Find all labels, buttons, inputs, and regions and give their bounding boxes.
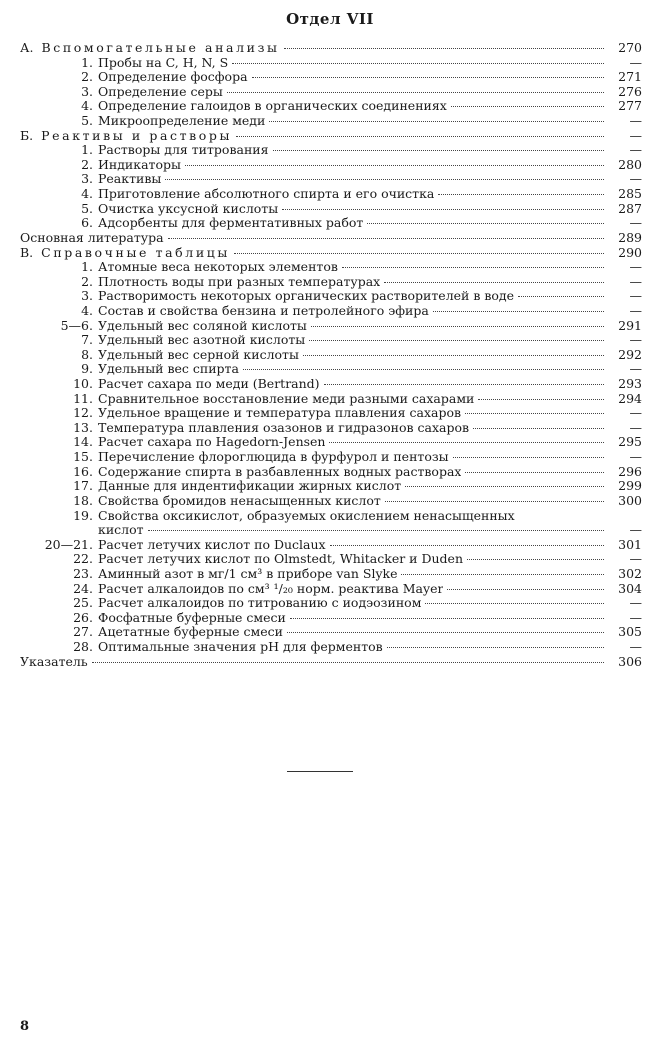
toc-entry (20, 523, 642, 538)
toc-page-number: 290 (618, 244, 642, 260)
toc-entry-number: 3. (81, 83, 93, 99)
toc-entry-title: Удельный вес азотной кислоты (98, 333, 306, 348)
toc-entry (20, 625, 642, 640)
dot-leader (518, 296, 604, 297)
toc-entry-number: 16. (73, 463, 93, 479)
toc-entry (20, 406, 642, 421)
toc-entry (20, 333, 642, 348)
toc-entry (20, 129, 642, 144)
toc-entry-number: 7. (81, 332, 93, 348)
toc-entry-title: Микроопределение меди (98, 114, 266, 129)
toc-entry (20, 231, 642, 246)
toc-page-number: 301 (618, 536, 642, 552)
toc-entry (20, 56, 642, 71)
toc-entry-number: 3. (81, 288, 93, 304)
toc-entry-number: 15. (73, 449, 93, 465)
dot-leader (453, 457, 604, 458)
dot-leader (273, 150, 605, 151)
toc-entry (20, 289, 642, 304)
toc-entry-title: Реактивы и растворы (41, 128, 233, 143)
dot-leader (324, 384, 604, 385)
toc-page-number: 305 (618, 624, 642, 640)
toc-entry (20, 435, 642, 450)
toc-entry (20, 465, 642, 480)
toc-page-number: — (629, 405, 642, 421)
toc-entry-title: кислот (98, 523, 144, 538)
toc-entry-title: Перечисление флороглюцида в фурфурол и пентозы (98, 450, 449, 465)
toc-entry-title: Адсорбенты для ферментативных работ (98, 216, 364, 231)
toc-page-number: — (629, 54, 642, 70)
dot-leader (387, 647, 604, 648)
toc-entry-title: Температура плавления озазонов и гидразонов сахаров (98, 420, 470, 435)
toc-entry-number: 5. (81, 200, 93, 216)
toc-entry-title: Расчет летучих кислот по Olmstedt, Whitacker и Duden (98, 552, 463, 567)
toc-page-number: — (629, 638, 642, 654)
toc-page-number: — (629, 595, 642, 611)
divider-rule (287, 771, 353, 772)
dot-leader (330, 545, 604, 546)
toc-section-letter: Б. (20, 127, 34, 143)
toc-entry (20, 275, 642, 290)
dot-leader (168, 238, 604, 239)
toc-page-number: 294 (618, 390, 642, 406)
toc-entry-number: 4. (81, 98, 93, 114)
toc-entry (20, 421, 642, 436)
toc-entry (20, 596, 642, 611)
dot-leader (473, 428, 604, 429)
toc-entry-title: Растворимость некоторых органических растворителей в воде (98, 289, 515, 304)
toc-entry (20, 158, 642, 173)
toc-page-number: 276 (618, 83, 642, 99)
toc-page-number: — (629, 302, 642, 318)
toc-entry (20, 377, 642, 392)
toc-entry-title: Приготовление абсолютного спирта и его очистка (98, 187, 435, 202)
toc-entry-number: 13. (73, 419, 93, 435)
toc-entry-number: 18. (73, 492, 93, 508)
toc-entry (20, 538, 642, 553)
toc-entry-title: Расчет сахара по Hagedorn-Jensen (98, 435, 326, 450)
toc-entry (20, 611, 642, 626)
toc-page-number: — (629, 522, 642, 538)
toc-entry (20, 348, 642, 363)
table-of-contents (20, 41, 642, 669)
toc-entry-title: Состав и свойства бензина и петролейного эфира (98, 303, 429, 318)
dot-leader (92, 662, 604, 663)
dot-leader (385, 501, 604, 502)
dot-leader (236, 136, 604, 137)
toc-entry-number: 2. (81, 69, 93, 85)
toc-entry (20, 567, 642, 582)
toc-entry-number: 3. (81, 171, 93, 187)
toc-section-letter: В. (20, 244, 34, 260)
toc-page-number: — (629, 332, 642, 348)
toc-entry-number: 1. (81, 142, 93, 158)
dot-leader (243, 369, 604, 370)
toc-page-number: — (629, 142, 642, 158)
toc-entry (20, 216, 642, 231)
toc-entry-title: Определение галоидов в органических соединениях (98, 99, 447, 114)
toc-page-number: — (629, 273, 642, 289)
toc-page-number: 287 (618, 200, 642, 216)
toc-entry (20, 655, 642, 670)
dot-leader (438, 194, 604, 195)
toc-entry-number: 6. (81, 215, 93, 231)
toc-entry-number: 10. (73, 376, 93, 392)
dot-leader (478, 399, 604, 400)
toc-entry-number: 25. (73, 595, 93, 611)
toc-entry-title: Удельный вес серной кислоты (98, 347, 299, 362)
toc-entry (20, 582, 642, 597)
toc-page-number: 271 (618, 69, 642, 85)
toc-entry-title: Очистка уксусной кислоты (98, 201, 279, 216)
toc-entry (20, 187, 642, 202)
toc-entry (20, 494, 642, 509)
toc-entry-number: 8. (81, 346, 93, 362)
dot-leader (227, 92, 604, 93)
toc-entry-number: 1. (81, 259, 93, 275)
toc-entry-title: Индикаторы (98, 157, 181, 172)
dot-leader (252, 77, 604, 78)
toc-page-number: 300 (618, 492, 642, 508)
toc-page-number: — (629, 419, 642, 435)
toc-entry-title: Расчет алкалоидов по титрованию с иодэозином (98, 596, 422, 611)
toc-page-number: — (629, 609, 642, 625)
toc-entry-title: Ацетатные буферные смеси (98, 625, 284, 640)
toc-entry-title: Определение фосфора (98, 70, 248, 85)
toc-entry (20, 70, 642, 85)
toc-entry-title: Расчет летучих кислот по Duclaux (98, 537, 326, 552)
toc-entry-title: Удельный вес соляной кислоты (98, 318, 307, 333)
dot-leader (401, 574, 604, 575)
dot-leader (311, 326, 604, 327)
toc-entry-number: 9. (81, 361, 93, 377)
toc-entry (20, 392, 642, 407)
dot-leader (384, 282, 604, 283)
toc-page-number: 293 (618, 376, 642, 392)
toc-entry-title: Содержание спирта в разбавленных водных растворах (98, 464, 462, 479)
toc-entry (20, 202, 642, 217)
toc-entry (20, 85, 642, 100)
dot-leader (269, 121, 604, 122)
toc-entry-number: 2. (81, 273, 93, 289)
toc-entry-title: Основная литература (20, 230, 164, 245)
dot-leader (433, 311, 604, 312)
toc-entry-title: Определение серы (98, 84, 223, 99)
dot-leader (282, 209, 604, 210)
dot-leader (284, 48, 604, 49)
toc-page-number: — (629, 215, 642, 231)
toc-entry (20, 450, 642, 465)
toc-entry (20, 114, 642, 129)
dot-leader (451, 106, 604, 107)
toc-page-number: — (629, 449, 642, 465)
dot-leader (234, 253, 604, 254)
toc-entry-number: 28. (73, 638, 93, 654)
toc-entry (20, 362, 642, 377)
toc-page-number: 302 (618, 565, 642, 581)
toc-entry-title: Реактивы (98, 172, 162, 187)
toc-page-number: — (629, 259, 642, 275)
dot-leader (342, 267, 604, 268)
toc-page-number: 285 (618, 186, 642, 202)
toc-entry-title: Расчет алкалоидов по см³ ¹/₂₀ норм. реактива Mayer (98, 581, 444, 596)
toc-entry-title: Аминный азот в мг/1 см³ в приборе van Slyke (98, 566, 398, 581)
dot-leader (467, 559, 604, 560)
toc-page-number: — (629, 361, 642, 377)
toc-entry (20, 552, 642, 567)
toc-page-number: — (629, 171, 642, 187)
toc-page-number: — (629, 113, 642, 129)
toc-entry (20, 260, 642, 275)
toc-entry (20, 99, 642, 114)
dot-leader (465, 413, 604, 414)
toc-entry (20, 479, 642, 494)
toc-entry-title: Указатель (20, 654, 88, 669)
toc-page-number: 270 (618, 40, 642, 55)
toc-page-number: — (629, 127, 642, 143)
dot-leader (329, 442, 604, 443)
toc-page-number: 299 (618, 478, 642, 494)
toc-entry-title: Растворы для титрования (98, 143, 269, 158)
toc-entry (20, 172, 642, 187)
toc-entry-title: Удельное вращение и температура плавления сахаров (98, 406, 462, 421)
toc-page-number: — (629, 551, 642, 567)
toc-entry (20, 41, 642, 56)
toc-entry-number: 1. (81, 54, 93, 70)
toc-entry (20, 304, 642, 319)
toc-entry-number: 24. (73, 580, 93, 596)
toc-page-number: 296 (618, 463, 642, 479)
toc-entry-title: Пробы на C, H, N, S (98, 55, 229, 70)
toc-page-number: — (629, 288, 642, 304)
toc-entry-number: 5. (81, 113, 93, 129)
dot-leader (287, 632, 604, 633)
toc-entry-number: 4. (81, 302, 93, 318)
toc-page-number: 291 (618, 317, 642, 333)
toc-entry-number: 11. (73, 390, 93, 406)
dot-leader (185, 165, 604, 166)
toc-entry-number: 2. (81, 156, 93, 172)
dot-leader (165, 179, 604, 180)
toc-entry-number: 5—6. (60, 317, 93, 333)
toc-entry-number: 20—21. (44, 536, 93, 552)
toc-entry-number: 23. (73, 565, 93, 581)
dot-leader (465, 472, 604, 473)
toc-page-number: 295 (618, 434, 642, 450)
toc-entry-number: 19. (73, 507, 93, 523)
dot-leader (405, 486, 604, 487)
page-number: 8 (20, 1019, 30, 1034)
toc-entry-title: Расчет сахара по меди (Bertrand) (98, 377, 320, 392)
toc-page-number: 292 (618, 346, 642, 362)
toc-page-number: 289 (618, 229, 642, 245)
toc-page-number: 306 (618, 653, 642, 669)
toc-page-number: 277 (618, 98, 642, 114)
toc-entry-title: Вспомогательные анализы (41, 41, 280, 55)
toc-entry-title: Плотность воды при разных температурах (98, 274, 381, 289)
toc-entry-title: Данные для индентификации жирных кислот (98, 479, 402, 494)
dot-leader (232, 63, 604, 64)
toc-entry-title: Атомные веса некоторых элементов (98, 260, 338, 275)
toc-entry-number: 4. (81, 186, 93, 202)
toc-section-letter: А. (20, 40, 34, 55)
toc-entry-number: 26. (73, 609, 93, 625)
dot-leader (290, 618, 604, 619)
toc-entry-title: Свойства оксикислот, образуемых окислением ненасыщенных (98, 508, 515, 523)
toc-entry (20, 319, 642, 334)
toc-entry-title: Справочные таблицы (41, 245, 230, 260)
toc-entry (20, 640, 642, 655)
toc-entry (20, 246, 642, 261)
dot-leader (367, 223, 604, 224)
toc-page-number: 280 (618, 156, 642, 172)
toc-entry-number: 17. (73, 478, 93, 494)
toc-entry-title: Свойства бромидов ненасыщенных кислот (98, 493, 381, 508)
toc-entry-number: 14. (73, 434, 93, 450)
toc-entry-number: 27. (73, 624, 93, 640)
toc-entry (20, 143, 642, 158)
dot-leader (309, 340, 604, 341)
toc-entry-title: Сравнительное восстановление меди разными сахарами (98, 391, 475, 406)
section-title: Отдел VII (286, 10, 374, 28)
toc-entry-title: Удельный вес спирта (98, 362, 239, 377)
toc-entry (20, 509, 642, 524)
toc-entry-number: 22. (73, 551, 93, 567)
dot-leader (425, 603, 604, 604)
toc-entry-number: 12. (73, 405, 93, 421)
dot-leader (303, 355, 604, 356)
toc-entry-title: Фосфатные буферные смеси (98, 610, 286, 625)
dot-leader (447, 589, 604, 590)
toc-page-number: 304 (618, 580, 642, 596)
dot-leader (148, 530, 604, 531)
toc-entry-title: Оптимальные значения pH для ферментов (98, 639, 383, 654)
